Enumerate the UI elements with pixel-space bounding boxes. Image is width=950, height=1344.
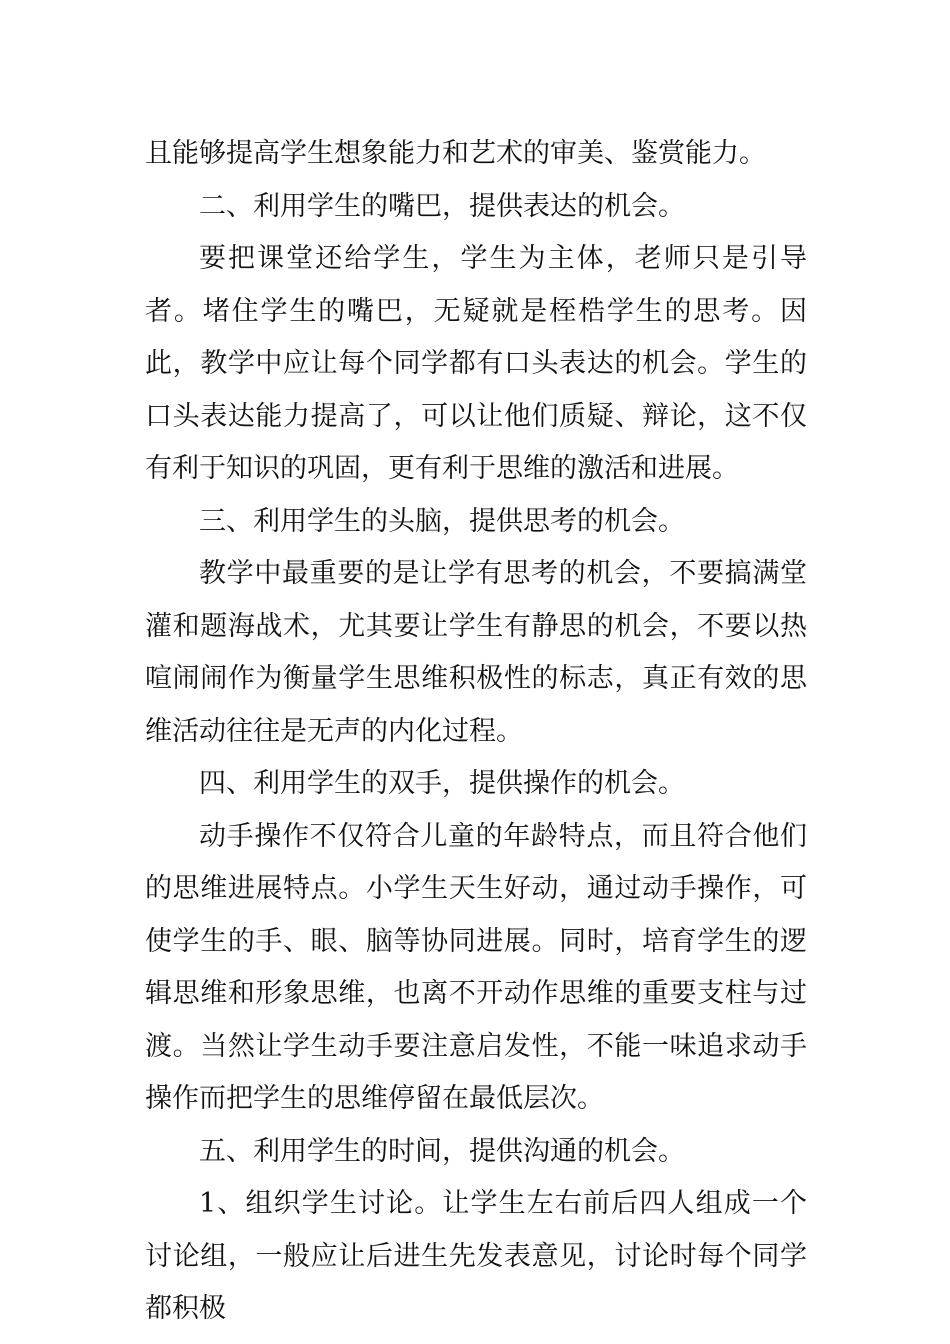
paragraph-5-item-1: 1、组织学生讨论。让学生左右前后四人组成一个讨论组，一般应让后进生先发表意见，讨论时每个同学都积极 bbox=[145, 1188, 807, 1324]
section-heading-5: 五、利用学生的时间，提供沟通的机会。 bbox=[199, 1135, 685, 1167]
paragraph-2: 要把课堂还给学生，学生为主体，老师只是引导者。堵住学生的嘴巴，无疑就是桎梏学生的思考。因此，教学中应让每个同学都有口头表达的机会。学生的口头表达能力提高了，可以让他们质疑、辩论，这不仅有利于知识的巩固，更有利于思维的激活和进展。 bbox=[145, 243, 807, 484]
section-heading-3: 三、利用学生的头脑，提供思考的机会。 bbox=[199, 505, 685, 537]
paragraph-continuation: 且能够提高学生想象能力和艺术的审美、鉴赏能力。 bbox=[145, 138, 766, 169]
section-heading-4: 四、利用学生的双手，提供操作的机会。 bbox=[199, 768, 685, 799]
section-heading-2: 二、利用学生的嘴巴，提供表达的机会。 bbox=[199, 190, 685, 222]
paragraph-4: 动手操作不仅符合儿童的年龄特点，而且符合他们的思维进展特点。小学生天生好动，通过动手操作，可使学生的手、眼、脑等协同进展。同时，培育学生的逻辑思维和形象思维，也离不开动作思维的重要支柱与过渡。当然让学生动手要注意启发性，不能一味追求动手操作而把学生的思维停留在最低层次。 bbox=[145, 820, 807, 1114]
document-body bbox=[145, 128, 807, 1336]
paragraph-3: 教学中最重要的是让学有思考的机会，不要搞满堂灌和题海战术，尤其要让学生有静思的机会，不要以热喧闹闹作为衡量学生思维积极性的标志，真正有效的思维活动往往是无声的内化过程。 bbox=[145, 558, 807, 747]
